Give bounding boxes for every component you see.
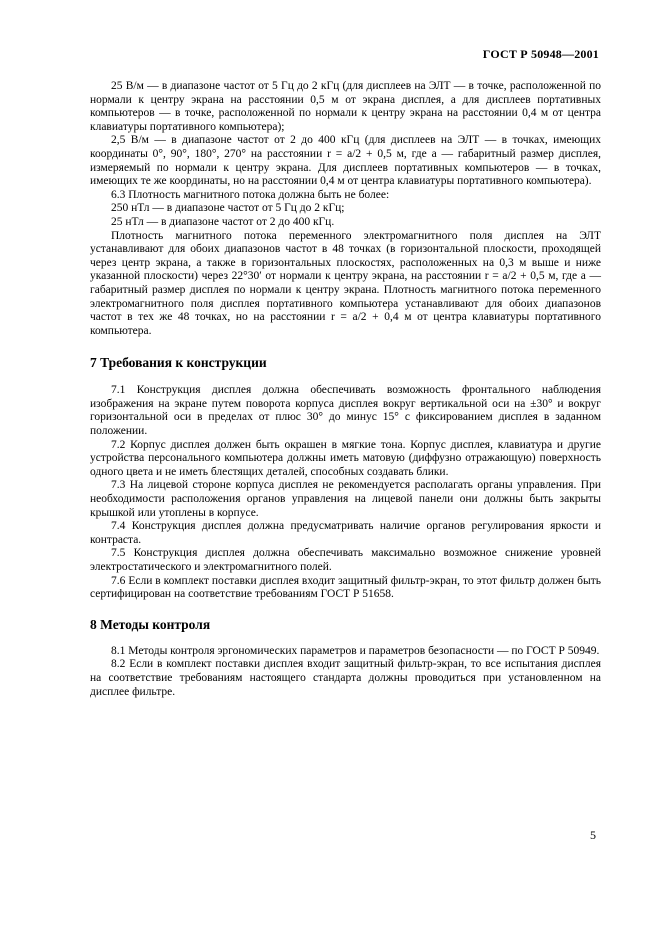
paragraph: 7.6 Если в комплект поставки дисплея входит защитный фильтр-экран, то этот фильтр должен быть сертифицирован на соответствие требованиям ГОСТ Р 51658.	[90, 574, 601, 601]
paragraph: 2,5 В/м — в диапазоне частот от 2 до 400 кГц (для дисплеев на ЭЛТ — в точках, имеющих координаты 0°, 90°, 180°, 270° на расстоянии r = a/2 + 0,5 м, где a — габаритный размер дисплея, измеряемый по нормали к центру экрана. Для дисплеев портативных компьютеров — в точках, имеющих те же координаты, но на расстоянии 0,4 м от центра клавиатуры портативного компьютера).	[90, 134, 601, 188]
paragraph: 7.3 На лицевой стороне корпуса дисплея не рекомендуется располагать органы управления. При необходимости расположения органов управления на лицевой панели они должны быть закрыты крышкой или утоплены в корпусе.	[90, 479, 601, 519]
paragraph: 25 нТл — в диапазоне частот от 2 до 400 кГц.	[111, 215, 335, 228]
paragraph: 250 нТл — в диапазоне частот от 5 Гц до 2 кГц;	[111, 202, 345, 215]
paragraph: Плотность магнитного потока переменного электромагнитного поля дисплея на ЭЛТ устанавливают для обоих диапазонов частот в 48 точках (в горизонтальной плоскости, проходящей через центр экрана, а также в горизонтальных плоскостях, расположенных на 0,3 м выше и ниже указанной плоскости) через 22°30′ от нормали к центру экрана, на расстоянии r = a/2 + 0,5 м, где a — габаритный размер дисплея по нормали к центру экрана. Плотность магнитного потока переменного электромагнитного поля дисплея портативного компьютера устанавливают для обоих диапазонов частот в тех же 48 точках, но на расстоянии r = a/2 + 0,4 м от центра клавиатуры портативного компьютера.	[90, 229, 601, 337]
section-heading-8: 8 Методы контроля	[90, 616, 211, 632]
paragraph: 6.3 Плотность магнитного потока должна быть не более:	[111, 188, 390, 201]
paragraph: 7.4 Конструкция дисплея должна предусматривать наличие органов регулирования яркости и контраста.	[90, 520, 601, 546]
paragraph: 7.5 Конструкция дисплея должна обеспечивать максимально возможное снижение уровней электростатического и электромагнитного полей.	[90, 547, 601, 573]
section-heading-7: 7 Требования к конструкции	[90, 355, 267, 371]
document-header: ГОСТ Р 50948—2001	[482, 47, 599, 61]
paragraph: 7.1 Конструкция дисплея должна обеспечивать возможность фронтального наблюдения изображения на экране путем поворота корпуса дисплея вокруг вертикальной оси на ±30° и вокруг горизонтальной оси в пределах от плюс 30° до минус 15° с фиксированием дисплея в заданном положении.	[90, 384, 601, 438]
paragraph: 7.2 Корпус дисплея должен быть окрашен в мягкие тона. Корпус дисплея, клавиатура и другие устройства персонального компьютера должны иметь матовую (диффузно отражающую) поверхность одного цвета и не иметь блестящих деталей, способных создавать блики.	[90, 438, 601, 478]
document-body	[90, 80, 601, 699]
paragraph: 8.1 Методы контроля эргономических параметров и параметров безопасности — по ГОСТ Р 50949.	[111, 644, 600, 657]
paragraph: 25 В/м — в диапазоне частот от 5 Гц до 2 кГц (для дисплеев на ЭЛТ — в точке, расположенной по нормали к центру экрана на расстоянии 0,5 м от экрана дисплея, а для дисплеев портативных компьютеров — в точке, расположенной по нормали к центру экрана на расстоянии 0,4 м от центра клавиатуры портативного компьютера);	[90, 80, 601, 133]
paragraph: 8.2 Если в комплект поставки дисплея входит защитный фильтр-экран, то все испытания дисплея на соответствие требованиям настоящего стандарта должны проводиться при установленном на дисплее фильтре.	[90, 658, 601, 698]
page-number: 5	[590, 828, 596, 842]
